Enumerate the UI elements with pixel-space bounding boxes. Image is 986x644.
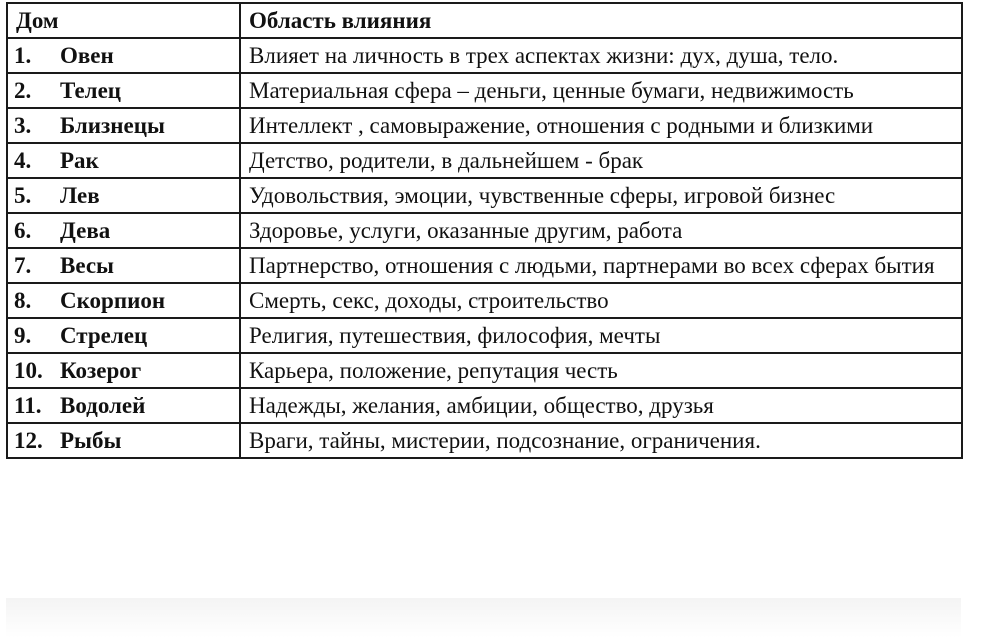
area-cell: Враги, тайны, мистерии, подсознание, ограничения. — [240, 423, 962, 458]
house-cell — [7, 213, 240, 248]
house-number: 10. — [14, 358, 43, 383]
house-number: 9. — [14, 323, 32, 348]
house-cell — [7, 73, 240, 108]
table-row — [7, 213, 962, 248]
table-row — [7, 318, 962, 353]
area-cell: Материальная сфера – деньги, ценные бумаги, недвижимость — [240, 73, 962, 108]
table-header-row — [7, 3, 962, 38]
area-cell: Детство, родители, в дальнейшем - брак — [240, 143, 962, 178]
table-row — [7, 353, 962, 388]
house-sign: Близнецы — [60, 113, 165, 138]
house-sign: Дева — [60, 218, 111, 243]
table-row — [7, 248, 962, 283]
house-number: 2. — [14, 78, 32, 103]
house-sign: Рак — [60, 148, 99, 173]
house-cell — [7, 423, 240, 458]
table-row — [7, 73, 962, 108]
house-cell — [7, 178, 240, 213]
house-sign: Весы — [60, 253, 114, 278]
area-cell: Здоровье, услуги, оказанные другим, работа — [240, 213, 962, 248]
house-cell — [7, 283, 240, 318]
house-number: 5. — [14, 183, 32, 208]
house-number: 6. — [14, 218, 32, 243]
area-cell: Религия, путешествия, философия, мечты — [240, 318, 962, 353]
house-cell — [7, 318, 240, 353]
house-cell — [7, 248, 240, 283]
house-cell — [7, 108, 240, 143]
house-sign: Рыбы — [60, 428, 122, 453]
table-row — [7, 423, 962, 458]
area-cell: Удовольствия, эмоции, чувственные сферы, игровой бизнес — [240, 178, 962, 213]
house-number: 7. — [14, 253, 32, 278]
table-row — [7, 388, 962, 423]
area-cell: Карьера, положение, репутация честь — [240, 353, 962, 388]
house-number: 3. — [14, 113, 32, 138]
house-sign: Козерог — [60, 358, 142, 383]
house-sign: Телец — [60, 78, 122, 103]
table-row — [7, 283, 962, 318]
house-sign: Лев — [60, 183, 100, 208]
houses-table — [6, 2, 963, 459]
area-cell: Партнерство, отношения с людьми, партнерами во всех сферах бытия — [240, 248, 962, 283]
house-sign: Овен — [60, 43, 114, 68]
house-cell — [7, 143, 240, 178]
header-house: Дом — [7, 3, 240, 38]
area-cell: Интеллект , самовыражение, отношения с родными и близкими — [240, 108, 962, 143]
table-row — [7, 178, 962, 213]
house-number: 12. — [14, 428, 43, 453]
house-number: 11. — [14, 393, 42, 418]
table-row — [7, 38, 962, 73]
header-area: Область влияния — [240, 3, 962, 38]
area-cell: Влияет на личность в трех аспектах жизни: дух, душа, тело. — [240, 38, 962, 73]
page-shadow — [6, 598, 961, 638]
house-number: 1. — [14, 43, 32, 68]
house-sign: Водолей — [60, 393, 146, 418]
house-cell — [7, 353, 240, 388]
area-cell: Надежды, желания, амбиции, общество, друзья — [240, 388, 962, 423]
house-sign: Скорпион — [60, 288, 166, 313]
table-row — [7, 143, 962, 178]
table-row — [7, 108, 962, 143]
house-cell — [7, 38, 240, 73]
house-number: 8. — [14, 288, 32, 313]
document — [6, 2, 963, 459]
house-number: 4. — [14, 148, 32, 173]
table-body — [7, 38, 962, 458]
house-cell — [7, 388, 240, 423]
house-sign: Стрелец — [60, 323, 148, 348]
area-cell: Смерть, секс, доходы, строительство — [240, 283, 962, 318]
